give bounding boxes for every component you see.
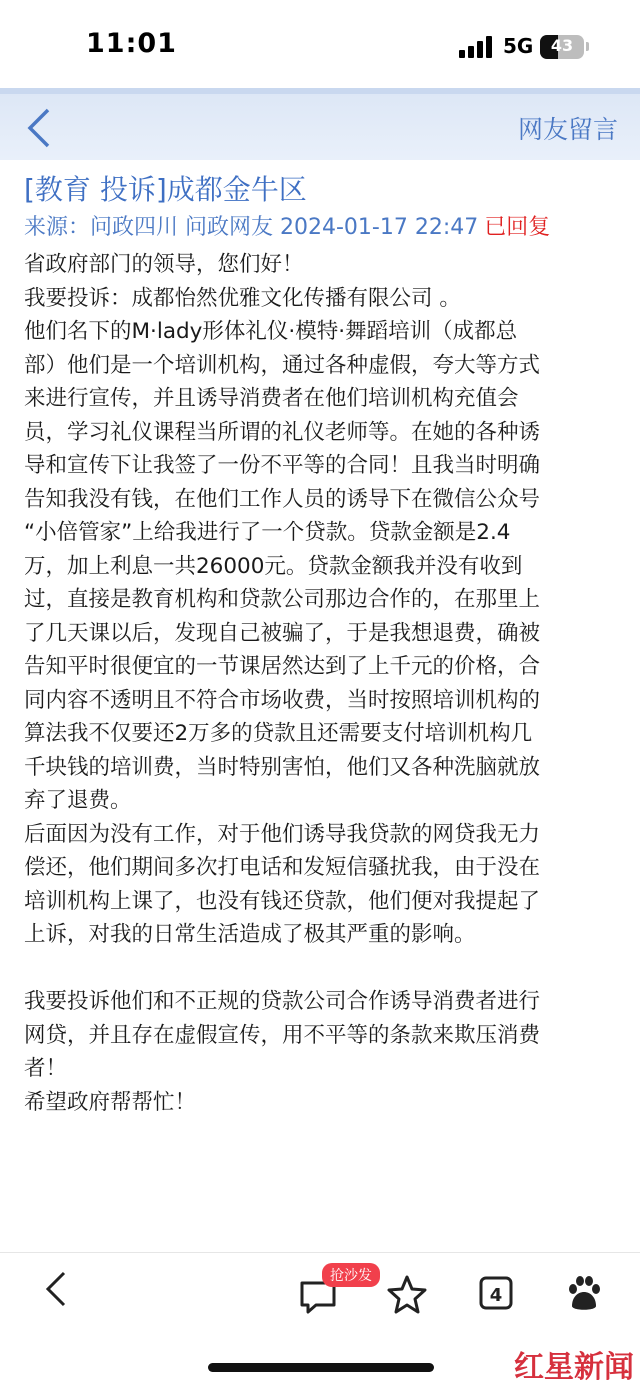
post-body-line: [24, 952, 620, 986]
post-body-line: 后面因为没有工作，对于他们诱导我贷款的网贷我无力: [24, 821, 541, 847]
post-body-line: 他们名下的M·lady形体礼仪·模特·舞蹈培训（成都总: [24, 319, 518, 344]
post-body-line: 来进行宣传，并且诱导消费者在他们培训机构充值会: [24, 386, 519, 411]
sofa-badge[interactable]: 抢沙发: [322, 1263, 380, 1287]
post-body-line: 我要投诉：成都怡然优雅文化传播有限公司 。: [24, 285, 461, 311]
post-body-line: 培训机构上课了，也没有钱还贷款，他们便对我提起了: [24, 888, 541, 914]
watermark-logo: 红星新闻: [514, 1350, 634, 1385]
network-type: 5G: [503, 34, 534, 58]
post-source-date: 来源：问政四川 问政网友 2024-01-17 22:47: [24, 215, 479, 240]
post-body-line: “小倍管家”上给我进行了一个贷款。贷款金额是2.4: [24, 520, 511, 545]
post-body: [24, 248, 620, 1115]
nav-bar: [0, 88, 640, 160]
post-body-line: 过，直接是教育机构和贷款公司那边合作的，在那里上: [24, 587, 541, 612]
post-meta: [24, 210, 620, 246]
tab-count: 4: [489, 1285, 503, 1306]
back-arrow-icon[interactable]: [38, 1267, 74, 1315]
nav-title: 网友留言: [517, 115, 618, 144]
post-body-line: 员，学习礼仪课程当所谓的礼仪老师等。在她的各种诱: [24, 419, 541, 445]
post-body-line: 万，加上利息一共26000元。贷款金额我并没有收到: [24, 553, 523, 579]
post-body-line: 弃了退费。: [24, 788, 132, 813]
post-body-line: 网贷，并且存在虚假宣传，用不平等的条款来欺压消费: [24, 1022, 541, 1048]
star-icon[interactable]: [386, 1273, 428, 1319]
post-body-line: 上诉，对我的日常生活造成了极其严重的影响。: [24, 922, 476, 947]
battery-level: 43: [550, 36, 574, 55]
post-body-line: 部）他们是一个培训机构，通过各种虚假，夸大等方式: [24, 352, 541, 378]
post-title: [教育 投诉]成都金牛区: [24, 173, 307, 206]
post-body-line: 偿还，他们期间多次打电话和发短信骚扰我，由于没在: [24, 855, 541, 880]
tabs-icon[interactable]: [476, 1273, 516, 1317]
post-body-line: 我要投诉他们和不正规的贷款公司合作诱导消费者进行: [24, 989, 541, 1014]
home-indicator[interactable]: [208, 1363, 434, 1372]
status-bar: [0, 0, 640, 88]
battery-tip: [586, 42, 589, 51]
hongxing-news-watermark: [514, 1342, 634, 1386]
baidu-paw-icon[interactable]: [564, 1273, 604, 1317]
post-body-line: 告知平时很便宜的一节课居然达到了上千元的价格，合: [24, 654, 541, 679]
battery-icon: [540, 35, 584, 59]
cellular-signal-icon: [459, 36, 493, 58]
post-body-line: 告知我没有钱，在他们工作人员的诱导下在微信公众号: [24, 486, 541, 512]
reply-status: 已回复: [484, 215, 551, 240]
status-time: 11:01: [86, 28, 177, 59]
post-body-line: 导和宣传下让我签了一份不平等的合同！且我当时明确: [24, 453, 541, 478]
post-body-line: 者！: [24, 1056, 68, 1081]
post-body-line: 希望政府帮帮忙！: [24, 1089, 197, 1115]
post-body-line: 同内容不透明且不符合市场收费，当时按照培训机构的: [24, 687, 541, 713]
post-body-line: 千块钱的培训费，当时特别害怕，他们又各种洗脑就放: [24, 754, 541, 780]
back-chevron-icon[interactable]: [20, 106, 60, 150]
post-content: [24, 170, 620, 1115]
post-body-line: 算法我不仅要还2万多的贷款且还需要支付培训机构几: [24, 721, 533, 746]
post-body-line: 了几天课以后，发现自己被骗了，于是我想退费，确被: [24, 620, 541, 646]
post-body-line: 省政府部门的领导，您们好！: [24, 252, 304, 277]
